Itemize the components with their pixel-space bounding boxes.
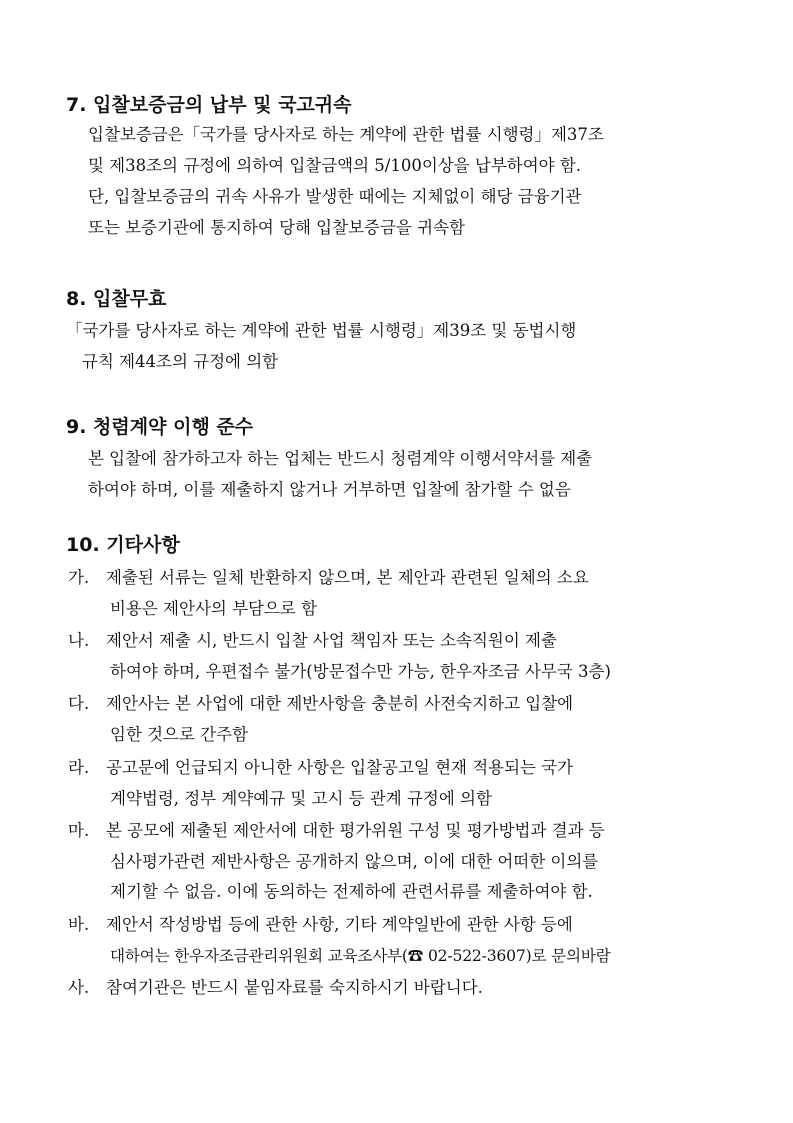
section-7-line-3: 단, 입찰보증금의 귀속 사유가 발생한 때에는 지체없이 해당 금융기관 xyxy=(88,187,582,206)
section-9-body xyxy=(88,443,700,505)
list-item-line: 비용은 제안사의 부담으로 함 xyxy=(110,598,318,618)
list-item-line: 제출된 서류는 일체 반환하지 않으며, 본 제안과 관련된 일체의 소요 xyxy=(106,568,589,587)
section-9-line-1: 본 입찰에 참가하고자 하는 업체는 반드시 청렴계약 이행서약서를 제출 xyxy=(88,449,593,468)
list-item-line: 제기할 수 없음. 이에 동의하는 전제하에 관련서류를 제출하여야 함. xyxy=(110,882,593,901)
list-item-line: 공고문에 언급되지 아니한 사항은 입찰공고일 현재 적용되는 국가 xyxy=(106,758,574,777)
list-marker: 나. xyxy=(68,631,90,650)
list-item-line: 하여야 하며, 우편접수 불가(방문접수만 가능, 한우자조금 사무국 3층) xyxy=(110,661,611,681)
list-marker: 가. xyxy=(68,568,90,587)
section-8-body xyxy=(66,315,700,377)
section-7-line-2: 및 제38조의 규정에 의하여 입찰금액의 5/100이상을 납부하여야 함. xyxy=(88,156,582,175)
section-10-title: 10. 기타사항 xyxy=(66,534,180,556)
section-9-line-2: 하여야 하며, 이를 제출하지 않거나 거부하면 입찰에 참가할 수 없음 xyxy=(88,480,571,499)
list-item-line: 제안서 작성방법 등에 관한 사항, 기타 계약일반에 관한 사항 등에 xyxy=(106,915,573,934)
list-item-line: 본 공모에 제출된 제안서에 대한 평가위원 구성 및 평가방법과 결과 등 xyxy=(106,821,605,840)
list-marker: 라. xyxy=(68,758,90,777)
list-marker: 마. xyxy=(68,821,90,840)
list-item-line: 참여기관은 반드시 붙임자료를 숙지하시기 바랍니다. xyxy=(106,978,483,997)
section-8-line-1: 「국가를 당사자로 하는 계약에 관한 법률 시행령」제39조 및 동법시행 xyxy=(66,321,577,340)
section-7-line-1: 입찰보증금은「국가를 당사자로 하는 계약에 관한 법률 시행령」제37조 xyxy=(88,125,604,144)
list-item-line: 계약법령, 정부 계약예규 및 고시 등 관계 규정에 의함 xyxy=(110,788,492,808)
list-marker: 바. xyxy=(68,915,90,934)
list-marker: 다. xyxy=(68,694,90,713)
section-8-line-2: 규칙 제44조의 규정에 의함 xyxy=(82,352,279,371)
list-item-line: 제안사는 본 사업에 대한 제반사항을 충분히 사전숙지하고 입찰에 xyxy=(106,694,574,713)
section-9-title: 9. 청렴계약 이행 준수 xyxy=(66,416,254,438)
list-item-line: 제안서 제출 시, 반드시 입찰 사업 책임자 또는 소속직원이 제출 xyxy=(106,631,557,650)
section-8-title: 8. 입찰무효 xyxy=(66,288,167,310)
list-item-line: 임한 것으로 간주함 xyxy=(110,724,249,744)
section-7-title: 7. 입찰보증금의 납부 및 국고귀속 xyxy=(66,94,352,116)
list-item-line: 대하여는 한우자조금관리위원회 교육조사부(☎ 02-522-3607)로 문의바람 xyxy=(110,946,611,965)
list-marker: 사. xyxy=(68,978,90,997)
section-7-body xyxy=(88,119,700,243)
section-7-line-4: 또는 보증기관에 통지하여 당해 입찰보증금을 귀속함 xyxy=(88,218,465,237)
list-item-line: 심사평가관련 제반사항은 공개하지 않으며, 이에 대한 어떠한 이의를 xyxy=(110,851,599,871)
